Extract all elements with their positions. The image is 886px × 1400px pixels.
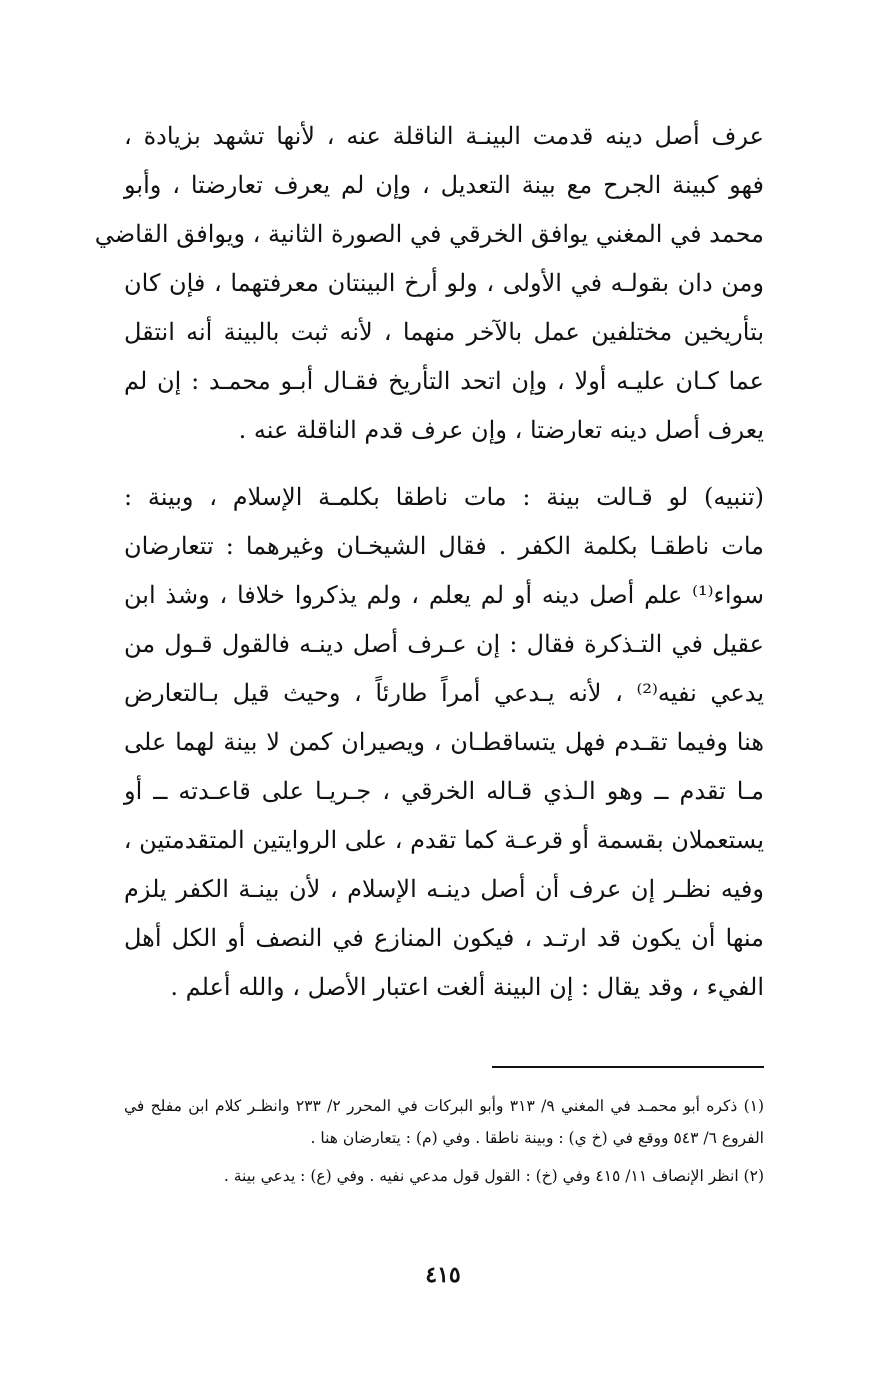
text-line: هنا وفيما تقـدم فهل يتساقطـان ، ويصيران كمن لا بينة لهما على (124, 728, 764, 756)
text-line: منها أن يكون قد ارتـد ، فيكون المنازع في النصف أو الكل أهل (124, 924, 764, 952)
main-text (94, 112, 764, 1012)
text-line: محمد في المغني يوافق الخرقي في الصورة الثانية ، ويوافق القاضي (94, 220, 764, 248)
footnote-line: الفروع ٦/ ٥٤٣ ووقع في (خ ي) : وبينة ناطقا . وفي (م) : يتعارضان هنا . (310, 1129, 764, 1147)
text-line: مات ناطقـا بكلمة الكفر . فقال الشيخـان وغيرهما : تتعارضان (124, 532, 764, 560)
text-line: (تنبيه) لو قـالت بينة : مات ناطقا بكلمـة الإسلام ، وبينة : (124, 483, 764, 511)
footnote-separator (492, 1066, 764, 1068)
text-line: عقيل في التـذكرة فقال : إن عـرف أصل دينـه فالقول قـول من (124, 630, 764, 658)
text-line: عما كـان عليـه أولا ، وإن اتحد التأريخ فقـال أبـو محمـد : إن لم (124, 367, 764, 395)
paragraph-2 (124, 473, 764, 1012)
text-line: يدعي نفيه⁽²⁾ ، لأنه يـدعي أمراً طارئاً ، وحيث قيل بـالتعارض (124, 679, 764, 707)
text-line: ومن دان بقولـه في الأولى ، ولو أرخ البينتان معرفتهما ، فإن كان (124, 269, 764, 297)
text-line: يستعملان بقسمة أو قرعـة كما تقدم ، على الروايتين المتقدمتين ، (123, 826, 764, 854)
footnotes (124, 1090, 764, 1192)
paragraph-1 (94, 112, 764, 455)
text-line: سواء⁽¹⁾ علم أصل دينه أو لم يعلم ، ولم يذكروا خلافا ، وشذ ابن (124, 581, 764, 609)
page-number: ٤١٥ (425, 1262, 461, 1288)
text-line: عرف أصل دينه قدمت البينـة الناقلة عنه ، لأنها تشهد بزيادة ، (124, 122, 764, 150)
footnote-2 (124, 1160, 764, 1192)
text-line: وفيه نظـر إن عرف أن أصل دينـه الإسلام ، لأن بينـة الكفر يلزم (124, 875, 764, 903)
footnote-line: (١) ذكره أبو محمـد في المغني ٩/ ٣١٣ وأبو البركات في المحرر ٢/ ٢٣٣ وانظـر كلام ابن مفلح في (124, 1097, 765, 1115)
text-line: الفيء ، وقد يقال : إن البينة ألغت اعتبار الأصل ، والله أعلم . (170, 973, 764, 1001)
text-line: فهو كبينة الجرح مع بينة التعديل ، وإن لم يعرف تعارضتا ، وأبو (124, 171, 764, 199)
footnote-1 (124, 1090, 764, 1154)
text-line: بتأريخين مختلفين عمل بالآخر منهما ، لأنه ثبت بالبينة أنه انتقل (124, 318, 764, 346)
footnote-line: (٢) انظر الإنصاف ١١/ ٤١٥ وفي (خ) : القول قول مدعي نفيه . وفي (ع) : يدعي بينة . (223, 1167, 764, 1185)
text-line: مـا تقدم ــ وهو الـذي قـاله الخرقي ، جـريـا على قاعـدته ــ أو (124, 777, 764, 805)
text-line: يعرف أصل دينه تعارضتا ، وإن عرف قدم الناقلة عنه . (238, 416, 764, 444)
